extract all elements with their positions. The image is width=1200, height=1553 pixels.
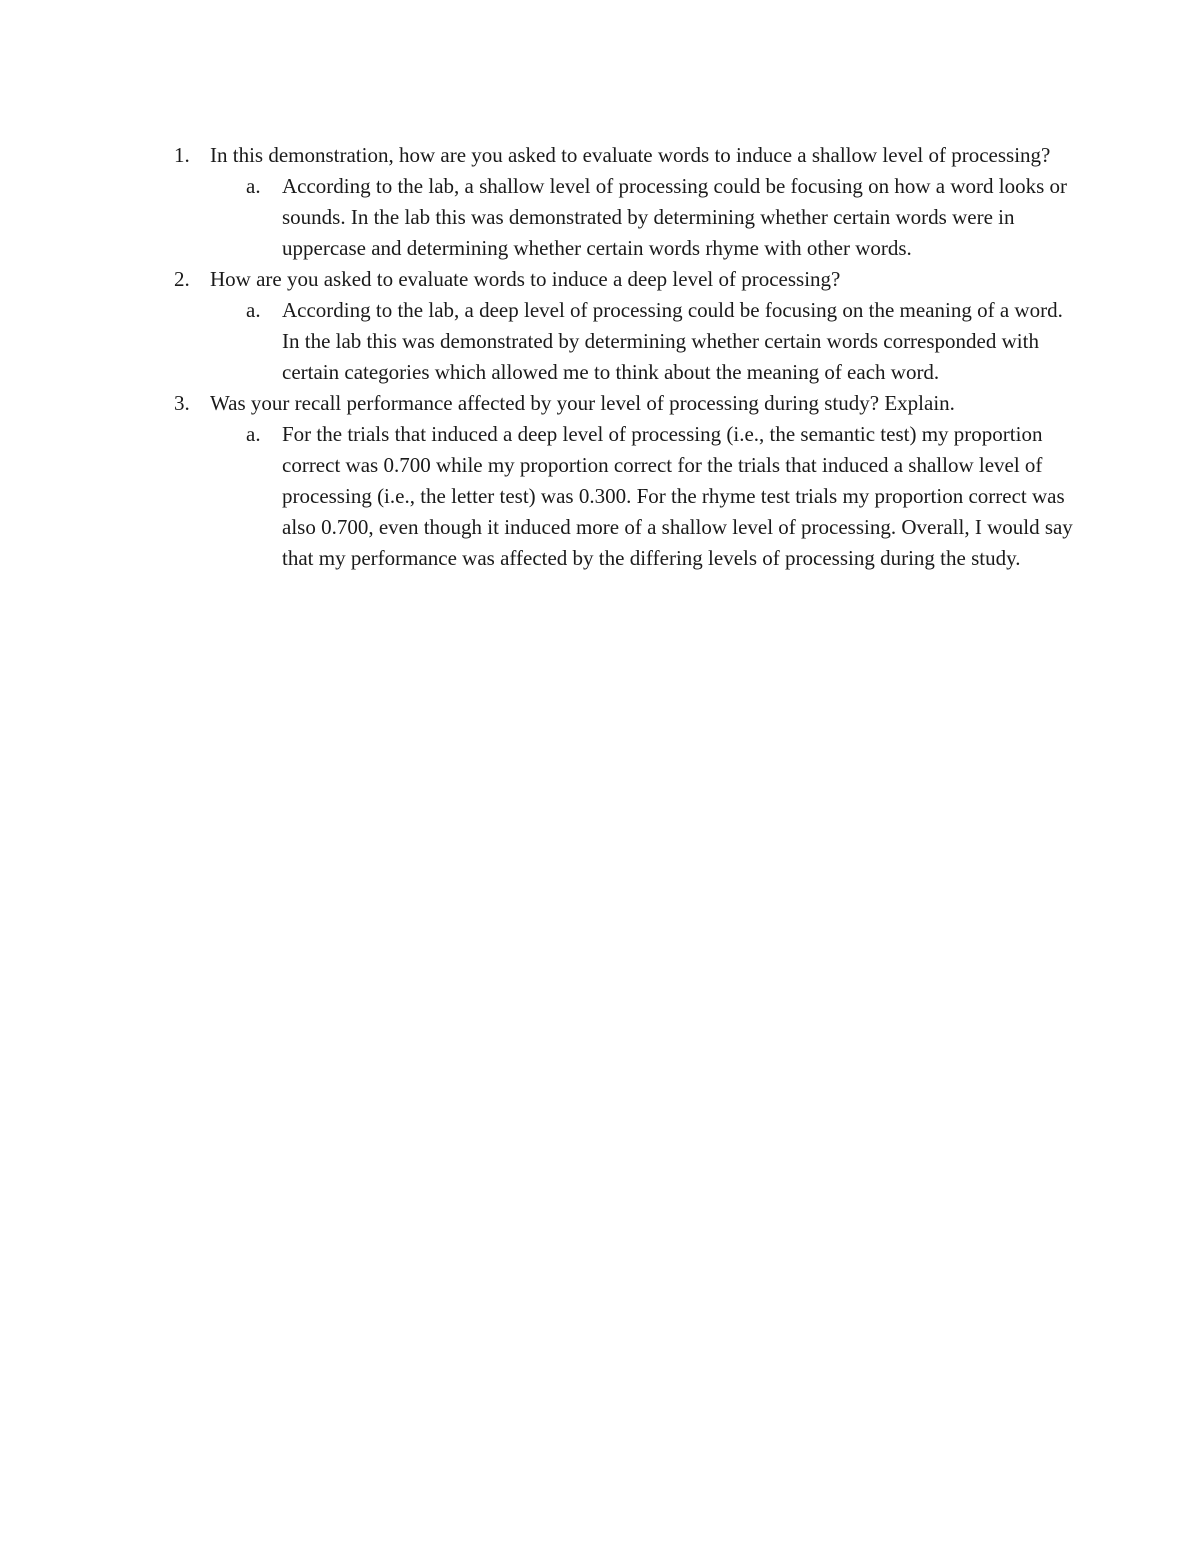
answer-item (246, 171, 1074, 264)
answer-letter: a. (246, 174, 261, 198)
answer-letter: a. (246, 298, 261, 322)
question-list (174, 140, 1074, 574)
question-number: 2. (174, 267, 190, 291)
question-text: In this demonstration, how are you asked to evaluate words to induce a shallow level of processing? (210, 143, 1051, 167)
question-text: How are you asked to evaluate words to induce a deep level of processing? (210, 267, 841, 291)
answer-item (246, 295, 1074, 388)
question-number: 3. (174, 391, 190, 415)
question-item (174, 388, 1074, 419)
question-item (174, 264, 1074, 295)
question-text: Was your recall performance affected by your level of processing during study? Explain. (210, 391, 955, 415)
answer-letter: a. (246, 422, 261, 446)
answer-text: According to the lab, a shallow level of processing could be focusing on how a word looks or sounds. In the lab this was demonstrated by determining whether certain words were in uppercase and determining whether certain words rhyme with other words. (282, 174, 1067, 260)
answer-text: According to the lab, a deep level of processing could be focusing on the meaning of a word. In the lab this was demonstrated by determining whether certain words corresponded with certain categories which allowed me to think about the meaning of each word. (282, 298, 1063, 384)
answer-item (246, 419, 1074, 574)
question-number: 1. (174, 143, 190, 167)
question-item (174, 140, 1074, 171)
answer-text: For the trials that induced a deep level of processing (i.e., the semantic test) my proportion correct was 0.700 while my proportion correct for the trials that induced a shallow level of processing (i.e., the letter test) was 0.300. For the rhyme test trials my proportion correct was also 0.700, even though it induced more of a shallow level of processing. Overall, I would say that my performance was affected by the differing levels of processing during the study. (282, 422, 1073, 570)
